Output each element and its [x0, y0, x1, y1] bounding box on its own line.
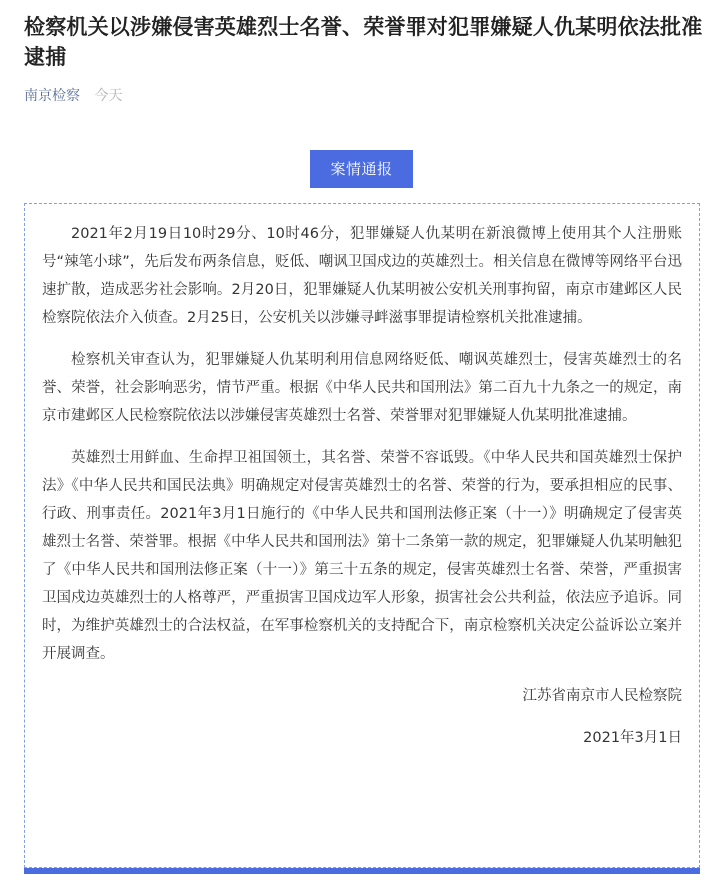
bottom-accent-bar [24, 868, 700, 874]
article-title: 检察机关以涉嫌侵害英雄烈士名誉、荣誉罪对犯罪嫌疑人仇某明依法批准逮捕 [24, 15, 703, 69]
account-name-link[interactable]: 南京检察 [24, 88, 80, 104]
publish-date: 今天 [94, 88, 123, 104]
paragraph-3: 英雄烈士用鲜血、生命捍卫祖国领土，其名誉、荣誉不容诋毁。《中华人民共和国英雄烈士保护法》《中华人民共和国民法典》明确规定对侵害英雄烈士的名誉、荣誉的行为，要承担相应的民事、行政、刑事责任。2021年3月1日施行的《中华人民共和国刑法修正案（十一）》明确规定了侵害英雄烈士名誉、荣誉罪。根据《中华人民共和国刑法》第十二条第一款的规定，犯罪嫌疑人仇某明触犯了《中华人民共和国刑法修正案（十一）》第三十五条的规定，侵害英雄烈士名誉、荣誉，严重损害卫国戍边英雄烈士的人格尊严，严重损害卫国戍边军人形象，损害社会公共利益，依法应予追诉。同时，为维护英雄烈士的合法权益，在军事检察机关的支持配合下，南京检察机关决定公益诉讼立案并开展调查。 [42, 450, 682, 662]
paragraph-1: 2021年2月19日10时29分、10时46分，犯罪嫌疑人仇某明在新浪微博上使用其个人注册账号“辣笔小球”，先后发布两条信息，贬低、嘲讽卫国戍边的英雄烈士。相关信息在微博等网络平台迅速扩散，造成恶劣社会影响。2月20日，犯罪嫌疑人仇某明被公安机关刑事拘留，南京市建邺区人民检察院依法介入侦查。2月25日，公安机关以涉嫌寻衅滋事罪提请检察机关批准逮捕。 [42, 226, 682, 326]
paragraph-2: 检察机关审查认为，犯罪嫌疑人仇某明利用信息网络贬低、嘲讽英雄烈士，侵害英雄烈士的名誉、荣誉，社会影响恶劣，情节严重。根据《中华人民共和国刑法》第二百九十九条之一的规定，南京市建邺区人民检察院依法以涉嫌侵害英雄烈士名誉、荣誉罪对犯罪嫌疑人仇某明批准逮捕。 [42, 352, 682, 424]
signature-date: 2021年3月1日 [583, 730, 682, 746]
article-meta [24, 86, 122, 106]
article-body [42, 220, 682, 752]
section-badge: 案情通报 [310, 150, 413, 188]
signature: 江苏省南京市人民检察院 [522, 688, 682, 704]
